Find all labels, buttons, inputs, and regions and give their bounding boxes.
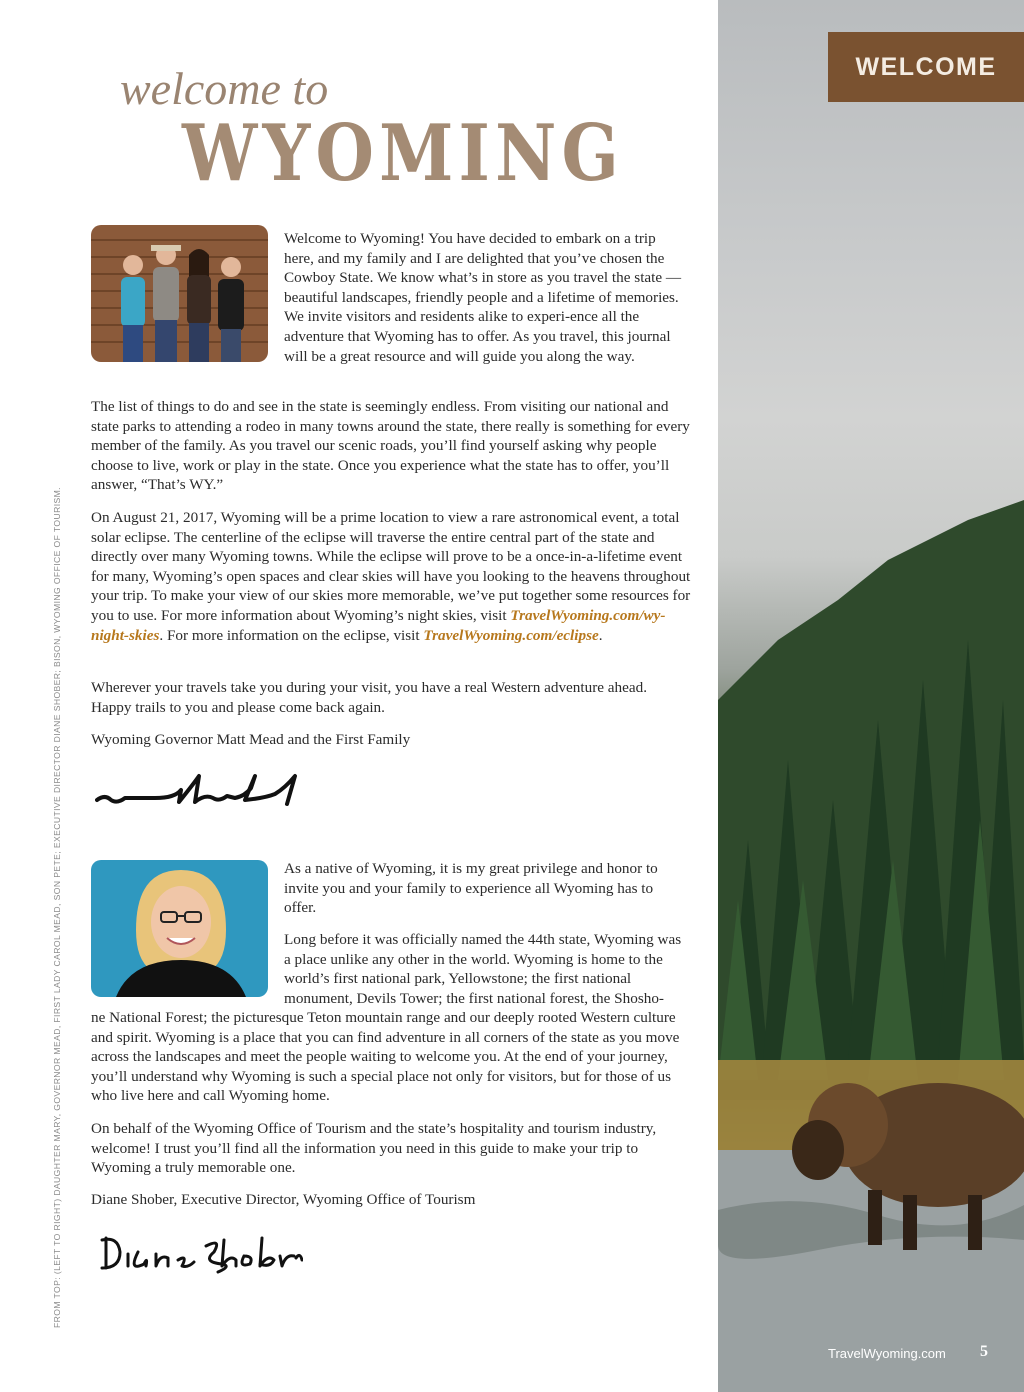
night-skies-link[interactable]: TravelWyoming.com/wy-night-skies: [91, 606, 666, 644]
bison-landscape-photo: [718, 0, 1024, 1392]
eclipse-link[interactable]: TravelWyoming.com/eclipse: [423, 626, 599, 644]
letter1-intro: Welcome to Wyoming! You have decided to embark on a trip here, and my family and I are delighted that you’ve chosen the Cowboy State. We know what’s in store as you travel the state — beautiful landscapes, friendly people and a lifetime of memories. We invite visitors and residents alike to experi-ence all the adventure that Wyoming has to offer. As you travel, this journal will be a great resource and will guide you along the way.: [284, 230, 682, 365]
letter1-signoff: Wyoming Governor Matt Mead and the First Family: [91, 731, 411, 748]
letter1-p3: On August 21, 2017, Wyoming will be a prime location to view a rare astronomical event, a total solar eclipse. The centerline of the eclipse will traverse the entire central part of the state and directly over many Wyoming towns. While the eclipse will prove to be a once-in-a-lifetime event for many, Wyoming’s open spaces and clear skies will have you looking to the heavens throughout your trip. To make your view of our skies more memorable, we’ve put together some resources for you to use. For more information about Wyoming’s night skies, visit TravelWyoming.com/wy-night-skies. For more information on the eclipse, visit TravelWyoming.com/eclipse.: [91, 509, 691, 644]
section-tab: WELCOME: [828, 32, 1024, 102]
photo-credit: FROM TOP: (LEFT TO RIGHT) DAUGHTER MARY, GOVERNOR MEAD, FIRST LADY CAROL MEAD, SON PETE; EXECUTIVE DIRECTOR DIANE SHOBER; BISON, WYOMING OFFICE OF TOURISM.: [52, 487, 62, 1328]
letter1-p2: The list of things to do and see in the state is seemingly endless. From visiting our national and state parks to attending a rodeo in many towns around the state, there really is something for every member of the family. As you travel our scenic roads, you’ll find yourself asking why people choose to live, work or play in the state. Once you experience what the state has to offer, you’ll answer, “That’s WY.”: [91, 398, 690, 494]
page-number: 5: [980, 1343, 988, 1360]
letter1-p4: Wherever your travels take you during your visit, you have a real Western adventure ahead. Happy trails to you and please come back again.: [91, 679, 648, 716]
footer-url: TravelWyoming.com: [828, 1346, 946, 1361]
letter2-p2-wrap: Long before it was officially named the 44th state, Wyoming was a place unlike any other in the world. Wyoming is home to the world’s first national park, Yellowstone; the first national monument, Devils Tower; the first national forest, the Shosho-: [284, 931, 682, 1007]
landscape-illustration: [718, 0, 1024, 1392]
letter2-intro: As a native of Wyoming, it is my great privilege and honor to invite you and your family to experience all Wyoming has to offer.: [284, 860, 658, 917]
director-photo: [91, 860, 268, 997]
letter2-signoff: Diane Shober, Executive Director, Wyoming Office of Tourism: [91, 1191, 476, 1208]
family-photo: [91, 225, 268, 362]
governor-signature: [95, 768, 305, 812]
letter2-p2-rest: ne National Forest; the picturesque Teton mountain range and our deeply rooted Western culture and spirit. Wyoming is a place that you can find adventure in all corners of the state as you move across the landscapes and meet the people waiting to welcome you. At the end of your journey, you’ll understand why Wyoming is such a special place not only for visitors, but for those of us who live here and call Wyoming home.: [91, 1009, 680, 1105]
director-signature: [98, 1232, 303, 1276]
letter2-p3: On behalf of the Wyoming Office of Tourism and the state’s hospitality and tourism industry, welcome! I trust you’ll find all the information you need in this guide to make your trip to Wyoming a truly memorable one.: [91, 1120, 657, 1177]
title-welcome-to: welcome to: [120, 63, 329, 114]
title-wyoming: WYOMING: [182, 108, 625, 199]
